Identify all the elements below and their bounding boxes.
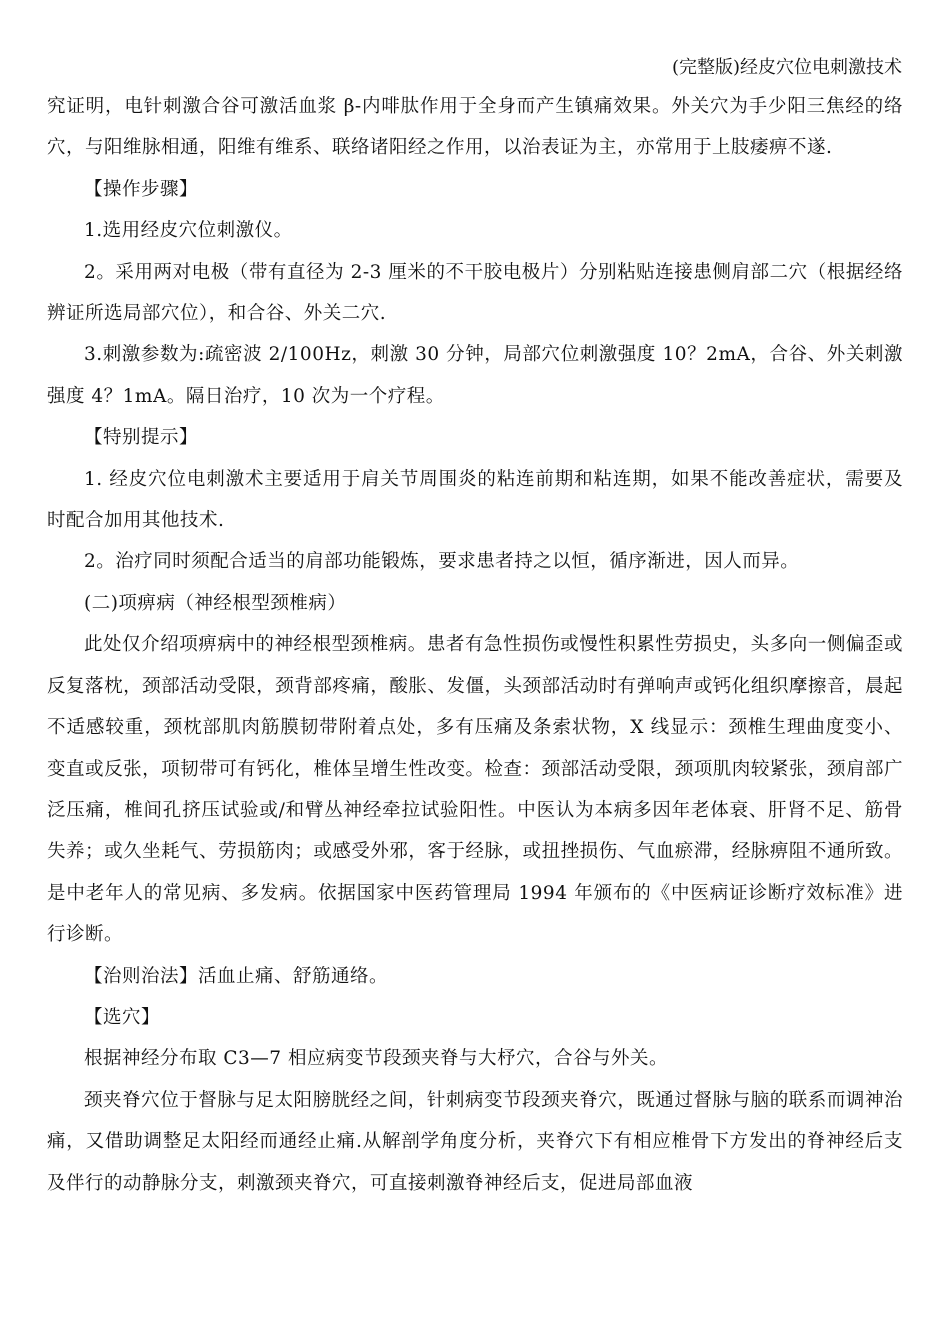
document-body [47,86,903,1204]
subsection-heading-neck-bi: (二)项痹病（神经根型颈椎病） [84,592,347,614]
note-1-paragraph: 1. 经皮穴位电刺激术主要适用于肩关节周围炎的粘连前期和粘连期，如果不能改善症状，需要及时配合加用其他技术. [47,468,903,532]
jiaji-explanation-paragraph: 颈夹脊穴位于督脉与足太阳膀胱经之间，针刺病变节段颈夹脊穴，既通过督脉与脑的联系而调神治痛，又借助调整足太阳经而通经止痛.从解剖学角度分析，夹脊穴下有相应椎骨下方发出的脊神经后支及伴行的动静脉分支，刺激颈夹脊穴，可直接刺激脊神经后支，促进局部血液 [47,1089,903,1194]
paragraph-continuation: 究证明，电针刺激合谷可激活血浆 β-内啡肽作用于全身而产生镇痛效果。外关穴为手少阳三焦经的络穴，与阳维脉相通，阳维有维系、联络诸阳经之作用，以治表证为主，亦常用于上肢痿痹不遂. [47,96,903,159]
step-3-paragraph: 3.刺激参数为:疏密波 2/100Hz，刺激 30 分钟，局部穴位刺激强度 10？2mA，合谷、外关刺激强度 4？1mA。隔日治疗，10 次为一个疗程。 [47,344,903,407]
step-1-paragraph: 1.选用经皮穴位刺激仪。 [84,220,293,242]
section-heading-point-selection: 【选穴】 [84,1006,161,1028]
page-header-title: (完整版)经皮穴位电刺激技术 [671,57,902,78]
step-2-paragraph: 2。采用两对电极（带有直径为 2-3 厘米的不干胶电极片）分别粘贴连接患侧肩部二穴（根据经络辨证所选局部穴位），和合谷、外关二穴. [47,261,903,325]
point-selection-paragraph: 根据神经分布取 C3—7 相应病变节段颈夹脊与大杼穴，合谷与外关。 [84,1048,668,1070]
section-heading-operation-steps: 【操作步骤】 [84,178,199,200]
treatment-principle-paragraph: 【治则治法】活血止痛、舒筋通络。 [84,965,389,987]
neck-bi-description-paragraph: 此处仅介绍项痹病中的神经根型颈椎病。患者有急性损伤或慢性积累性劳损史，头多向一侧偏歪或反复落枕，颈部活动受限，颈背部疼痛，酸胀、发僵，头颈部活动时有弹响声或钙化组织摩擦音，晨起不适感较重，颈枕部肌肉筋膜韧带附着点处，多有压痛及条索状物，X 线显示：颈椎生理曲度变小、变直或反张，项韧带可有钙化，椎体呈增生性改变。检查：颈部活动受限，颈项肌肉较紧张，颈肩部广泛压痛，椎间孔挤压试验或/和臂丛神经牵拉试验阳性。中医认为本病多因年老体衰、肝肾不足、筋骨失养；或久坐耗气、劳损筋肉；或感受外邪，客于经脉，或扭挫损伤、气血瘀滞，经脉痹阻不通所致。是中老年人的常见病、多发病。依据国家中医药管理局 1994 年颁布的《中医病证诊断疗效标准》进行诊断。 [47,634,903,946]
section-heading-special-notes: 【特别提示】 [84,427,199,449]
note-2-paragraph: 2。治疗同时须配合适当的肩部功能锻炼，要求患者持之以恒，循序渐进，因人而异。 [84,551,800,573]
